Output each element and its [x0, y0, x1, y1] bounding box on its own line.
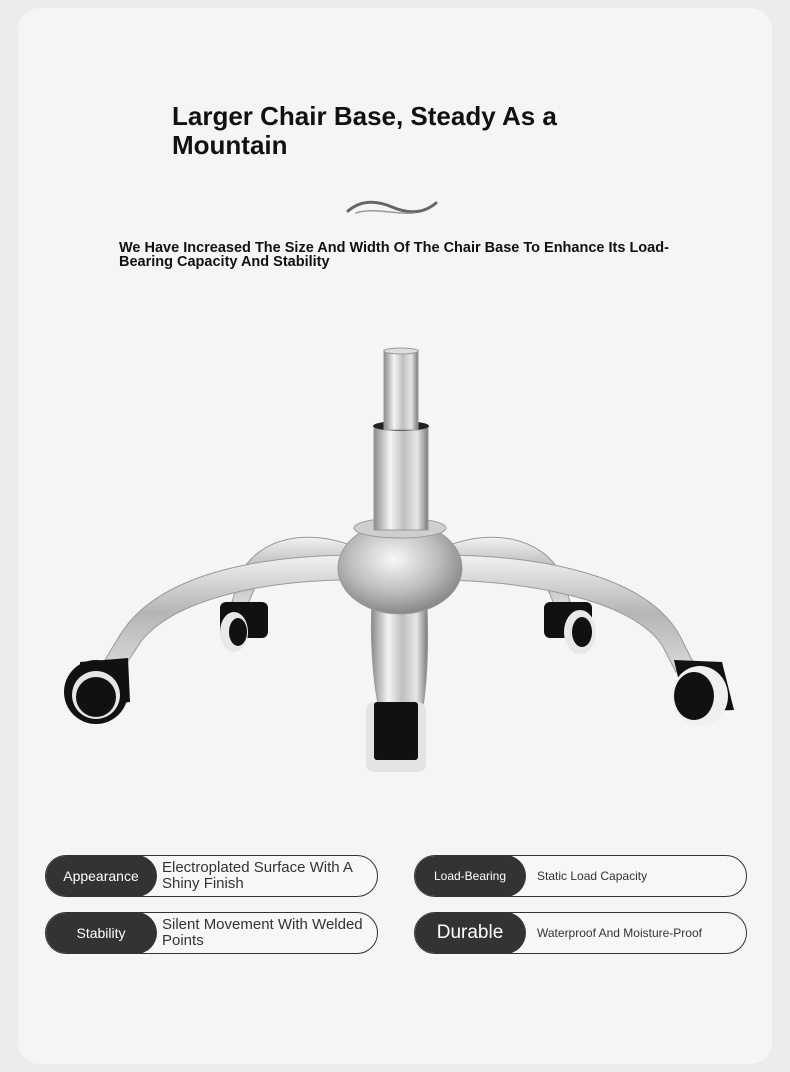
page-title: Larger Chair Base, Steady As a Mountain [172, 101, 557, 160]
feature-description: Waterproof And Moisture-Proof [537, 926, 702, 940]
caster-back-left [220, 602, 268, 652]
feature-label: Load-Bearing [414, 855, 526, 897]
feature-durable [414, 912, 747, 954]
caster-front-left [64, 658, 130, 724]
feature-label: Stability [45, 912, 157, 954]
page-subtitle: We Have Increased The Size And Width Of The Chair Base To Enhance Its Load-Bearing Capacity And Stability [119, 240, 669, 270]
feature-description: Static Load Capacity [537, 869, 648, 883]
feature-stability [45, 912, 378, 954]
feature-description: Electroplated Surface With A Shiny Finish [162, 859, 353, 892]
chair-base-image [50, 340, 750, 780]
caster-front-right [672, 660, 734, 726]
feature-load-bearing [414, 855, 747, 897]
caster-back-right [544, 602, 596, 654]
feature-label: Durable [414, 912, 526, 954]
feature-appearance [45, 855, 378, 897]
caster-front-center [366, 702, 426, 772]
feature-description: Silent Movement With Welded Points [162, 916, 363, 949]
decorative-swoosh-icon [344, 197, 440, 221]
feature-label: Appearance [45, 855, 157, 897]
